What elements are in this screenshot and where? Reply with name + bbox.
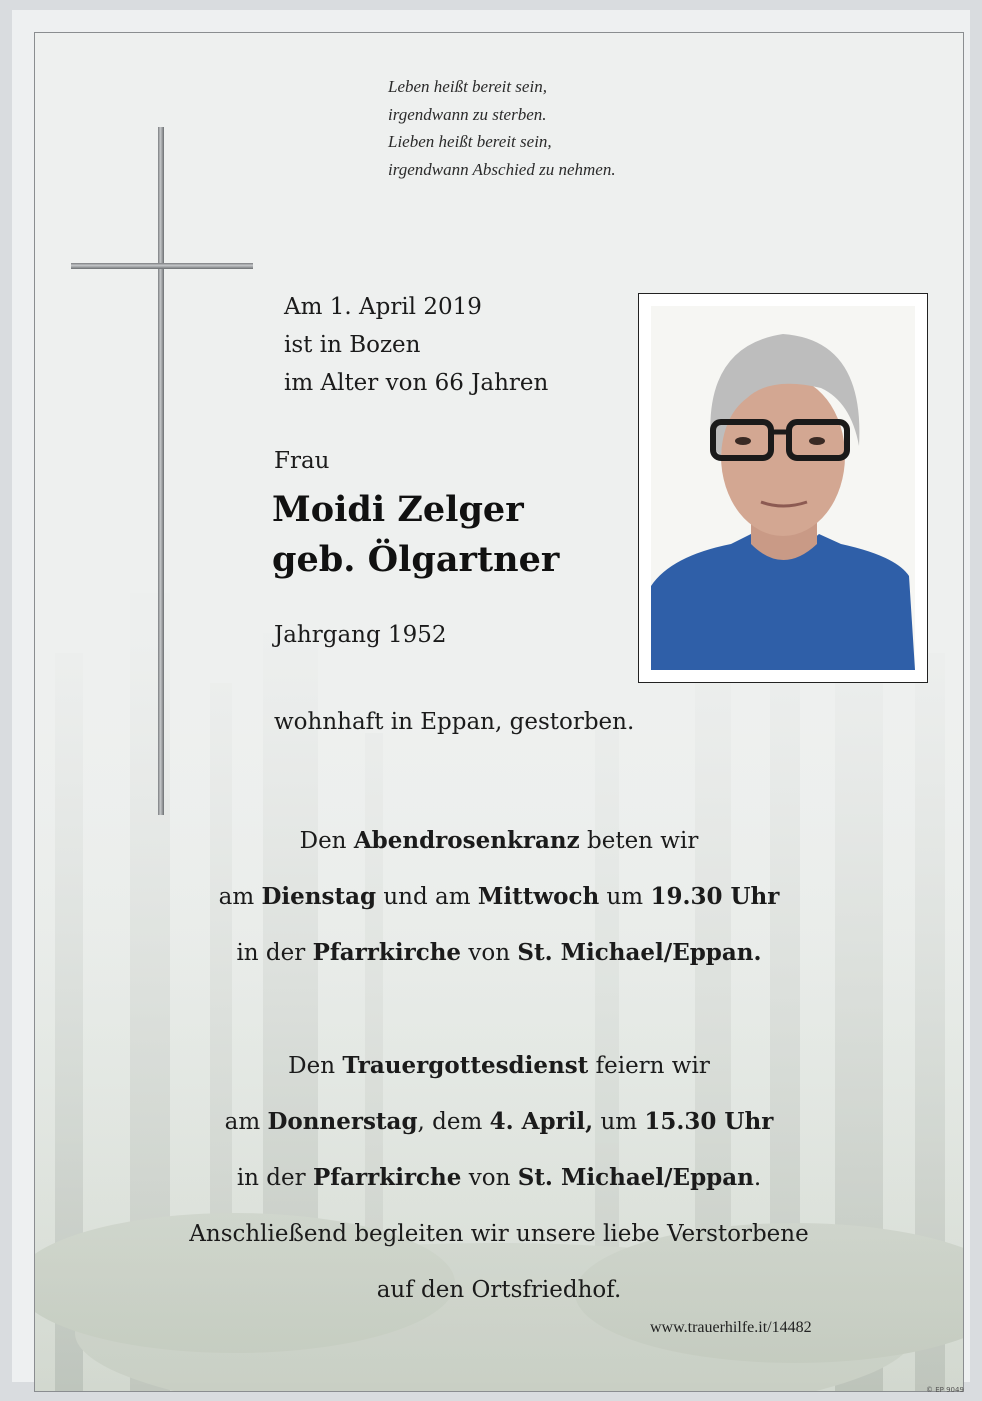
text-segment: St. Michael/Eppan	[517, 1164, 754, 1191]
text-segment: in der	[236, 1165, 313, 1191]
deceased-full-name: Moidi Zelger	[272, 489, 524, 530]
text-segment: von	[461, 940, 518, 966]
text-segment: und am	[376, 884, 478, 910]
text-segment: Den	[299, 828, 354, 854]
rosary-line-3	[35, 925, 963, 981]
deceased-maiden-name: geb. Ölgartner	[272, 539, 560, 580]
funeral-line-4: Anschließend begleiten wir unsere liebe Verstorbene	[189, 1221, 809, 1247]
cross-icon-horizontal	[71, 263, 253, 269]
text-segment: am	[218, 884, 262, 910]
funeral-line-3	[35, 1150, 963, 1206]
funeral-line-5: auf den Ortsfriedhof.	[376, 1277, 622, 1303]
funeral-line-1	[35, 1038, 963, 1094]
text-segment: Abendrosenkranz	[353, 827, 580, 854]
quote-line: Leben heißt bereit sein,	[388, 77, 547, 96]
text-segment: um	[593, 1109, 645, 1135]
quote-line: irgendwann Abschied zu nehmen.	[388, 159, 616, 179]
portrait-frame	[638, 293, 928, 683]
portrait-photo	[651, 306, 915, 670]
text-segment: 4. April,	[489, 1108, 594, 1135]
text-segment: St. Michael/Eppan.	[517, 939, 762, 966]
text-segment: , dem	[417, 1109, 490, 1135]
residence-text: wohnhaft in Eppan, gestorben.	[274, 709, 635, 735]
parte-frame	[34, 32, 964, 1392]
memorial-url[interactable]: www.trauerhilfe.it/14482	[650, 1319, 812, 1336]
funeral-announcement	[35, 1038, 963, 1318]
text-segment: 19.30 Uhr	[650, 883, 780, 910]
text-segment: Den	[288, 1053, 343, 1079]
rosary-line-2	[35, 869, 963, 925]
text-segment: Dienstag	[261, 883, 377, 910]
text-segment: in der	[236, 940, 313, 966]
rosary-announcement	[35, 813, 963, 981]
funeral-line-2	[35, 1094, 963, 1150]
memorial-quote	[388, 73, 616, 183]
intro-line: Am 1. April 2019	[284, 294, 482, 320]
text-segment: Donnerstag	[267, 1108, 418, 1135]
text-segment: beten wir	[579, 828, 699, 854]
text-segment: Pfarrkirche	[312, 1164, 462, 1191]
rosary-line-1	[35, 813, 963, 869]
death-announcement-intro	[284, 288, 548, 402]
quote-line: irgendwann zu sterben.	[388, 104, 547, 124]
intro-line: im Alter von 66 Jahren	[284, 370, 549, 396]
text-segment: Trauergottesdienst	[342, 1052, 589, 1079]
salutation: Frau	[274, 448, 330, 474]
text-segment: am	[224, 1109, 268, 1135]
text-segment: von	[461, 1165, 518, 1191]
print-code: © EP 9049	[926, 1386, 964, 1394]
deceased-name	[272, 485, 559, 585]
portrait-illustration	[651, 306, 915, 670]
text-segment: feiern wir	[588, 1053, 710, 1079]
text-segment: Mittwoch	[477, 883, 600, 910]
quote-line: Lieben heißt bereit sein,	[388, 132, 552, 151]
intro-line: ist in Bozen	[284, 332, 421, 358]
birth-year: Jahrgang 1952	[274, 622, 447, 648]
text-segment: .	[753, 1165, 762, 1191]
text-segment: um	[599, 884, 651, 910]
text-segment: Pfarrkirche	[312, 939, 462, 966]
parte-sheet	[12, 10, 970, 1382]
cross-icon-vertical	[158, 127, 164, 815]
text-segment: 15.30 Uhr	[644, 1108, 774, 1135]
